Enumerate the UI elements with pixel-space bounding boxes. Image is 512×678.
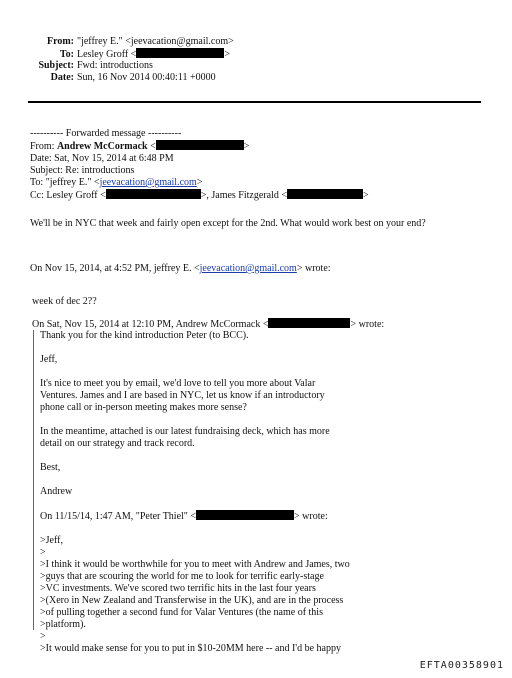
quote-bar xyxy=(33,330,34,630)
wrote1-email-link[interactable]: jeevacation@gmail.com xyxy=(199,263,297,274)
header-date-value: Sun, 16 Nov 2014 00:40:11 +0000 xyxy=(77,72,216,83)
forward-from-open: < xyxy=(147,141,156,152)
reply-line: detail on our strategy and track record. xyxy=(40,438,195,449)
redaction-box xyxy=(196,510,294,520)
header-to-value: Lesley Groff < xyxy=(77,49,137,60)
header-from xyxy=(0,36,234,48)
header-subject-value: Fwd: introductions xyxy=(77,60,153,71)
redaction-box xyxy=(287,189,363,199)
quoted-line: >VC investments. We've scored two terrific hits in the last four years xyxy=(40,583,316,594)
quoted-line: >It would make sense for you to put in $10-20MM here -- and I'd be happy xyxy=(40,643,341,654)
header-to-label: To: xyxy=(59,49,74,60)
quoted-line: >guys that are scouring the world for me to look for terrific early-stage xyxy=(40,571,324,582)
forwarded-header xyxy=(30,128,369,202)
reply-line: In the meantime, attached is our latest fundraising deck, which has more xyxy=(40,426,330,437)
reply-line: Jeff, xyxy=(40,354,58,365)
redaction-box xyxy=(156,140,244,150)
reply-line: Best, xyxy=(40,462,61,473)
reply-line xyxy=(40,498,350,510)
quoted-line: > xyxy=(40,631,46,642)
header-divider xyxy=(28,101,481,103)
quoted-line: >of pulling together a second fund for Valar Ventures (the name of this xyxy=(40,607,323,618)
forward-date: Date: Sat, Nov 15, 2014 at 6:48 PM xyxy=(30,153,174,164)
forward-subject: Subject: Re: introductions xyxy=(30,165,135,176)
forward-to xyxy=(30,177,369,189)
wrote1-prefix: On Nov 15, 2014, at 4:52 PM, jeffrey E. < xyxy=(30,263,200,274)
forward-from-close: > xyxy=(243,141,250,152)
quoted-line: >platform). xyxy=(40,619,86,630)
reply-line xyxy=(40,342,350,354)
reply-line xyxy=(40,414,350,426)
redaction-box xyxy=(136,48,224,58)
reply-line xyxy=(40,366,350,378)
forward-to-close: > xyxy=(196,177,203,188)
forward-from-prefix: From: xyxy=(30,141,57,152)
quoted-line: >Jeff, xyxy=(40,535,63,546)
forward-to-email-link[interactable]: jeevacation@gmail.com xyxy=(99,177,197,188)
forward-cc-prefix: Cc: Lesley Groff < xyxy=(30,190,106,201)
quoted-line: >I think it would be worthwhile for you to meet with Andrew and James, two xyxy=(40,559,350,570)
header-subject xyxy=(0,60,153,72)
header-from-value: "jeffrey E." <jeevacation@gmail.com> xyxy=(77,36,234,47)
wrote2-suffix: > wrote: xyxy=(350,319,385,330)
forward-separator: ---------- Forwarded message ---------- xyxy=(30,128,182,139)
wrote3-prefix: On 11/15/14, 1:47 AM, "Peter Thiel" < xyxy=(40,511,197,522)
forward-cc-mid: >, James Fitzgerald < xyxy=(200,190,287,201)
header-to-tail: > xyxy=(224,49,230,60)
quote-attribution-1 xyxy=(30,263,331,275)
reply-line: Thank you for the kind introduction Peter (to BCC). xyxy=(40,330,249,341)
wrote2-prefix: On Sat, Nov 15, 2014 at 12:10 PM, Andrew McCormack < xyxy=(32,319,269,330)
reply-line xyxy=(40,523,350,535)
message-body-2: week of dec 2?? xyxy=(32,296,97,307)
reply-line: phone call or in-person meeting makes more sense? xyxy=(40,402,247,413)
forward-cc-close: > xyxy=(362,190,369,201)
reply-line: Ventures. James and I are based in NYC, let us know if an introductory xyxy=(40,390,325,401)
quoted-reply xyxy=(40,330,350,655)
header-date-label: Date: xyxy=(50,72,74,83)
forward-from xyxy=(30,140,369,153)
redaction-box xyxy=(268,318,350,328)
quoted-line: > xyxy=(40,547,46,558)
reply-line xyxy=(40,450,350,462)
reply-line: It's nice to meet you by email, we'd love to tell you more about Valar xyxy=(40,378,316,389)
reply-line: Andrew xyxy=(40,486,73,497)
header-date xyxy=(0,72,216,84)
forward-to-prefix: To: "jeffrey E." < xyxy=(30,177,100,188)
document-id: EFTA00358901 xyxy=(419,660,504,671)
forward-cc xyxy=(30,189,369,202)
quote-attribution-3 xyxy=(40,510,350,523)
header-from-label: From: xyxy=(46,36,74,47)
header-subject-label: Subject: xyxy=(38,60,74,71)
message-body-1: We'll be in NYC that week and fairly open except for the 2nd. What would work best on your end? xyxy=(30,218,426,229)
redaction-box xyxy=(106,189,201,199)
reply-line xyxy=(40,474,350,486)
wrote3-suffix: > wrote: xyxy=(294,511,328,522)
wrote1-suffix: > wrote: xyxy=(296,263,331,274)
quoted-line: >(Xero in New Zealand and Transferwise in the UK), and are in the process xyxy=(40,595,344,606)
forward-from-name: Andrew McCormack xyxy=(56,141,148,152)
